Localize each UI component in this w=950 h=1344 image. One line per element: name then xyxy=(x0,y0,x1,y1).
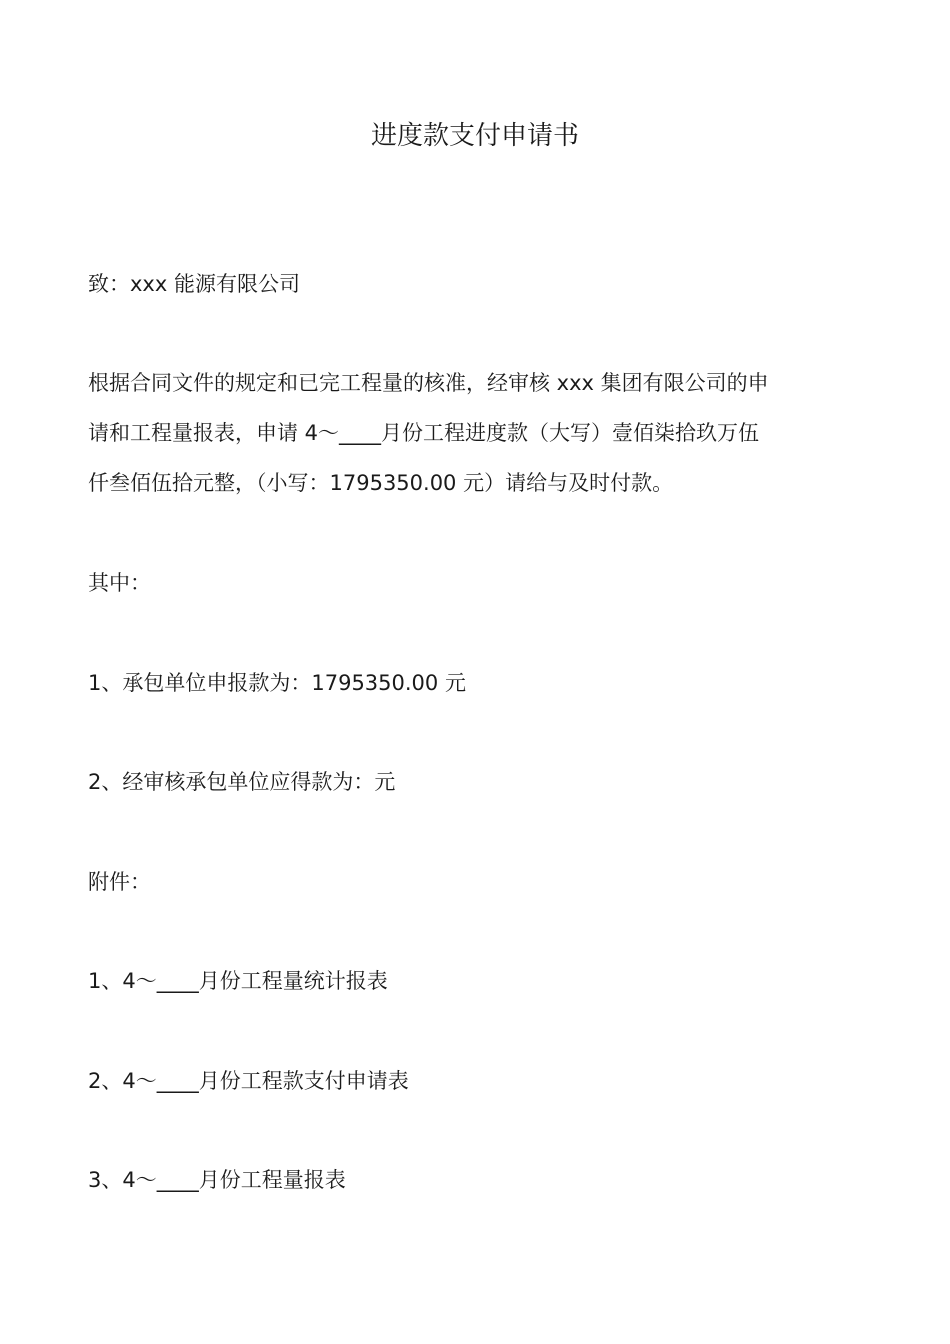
addressee-line: 致：xxx 能源有限公司 xyxy=(88,272,300,296)
body-paragraph-line-3: 仟叁佰伍拾元整，（小写：1795350.00 元）请给与及时付款。 xyxy=(88,471,674,495)
document-title: 进度款支付申请书 xyxy=(370,121,579,151)
item-declared-amount: 1、承包单位申报款为：1795350.00 元 xyxy=(88,671,466,695)
body-paragraph-line-1: 根据合同文件的规定和已完工程量的核准，经审核 xxx 集团有限公司的申 xyxy=(88,371,769,395)
among-heading: 其中： xyxy=(88,571,151,595)
attachment-item-1: 1、4～____月份工程量统计报表 xyxy=(88,969,388,993)
item-approved-amount: 2、经审核承包单位应得款为：元 xyxy=(88,770,396,794)
attachment-item-2: 2、4～____月份工程款支付申请表 xyxy=(88,1069,409,1093)
body-paragraph-line-2: 请和工程量报表，申请 4～____月份工程进度款（大写）壹佰柒拾玖万伍 xyxy=(88,421,760,445)
attachments-heading: 附件： xyxy=(88,870,151,894)
attachment-item-3: 3、4～____月份工程量报表 xyxy=(88,1168,346,1192)
